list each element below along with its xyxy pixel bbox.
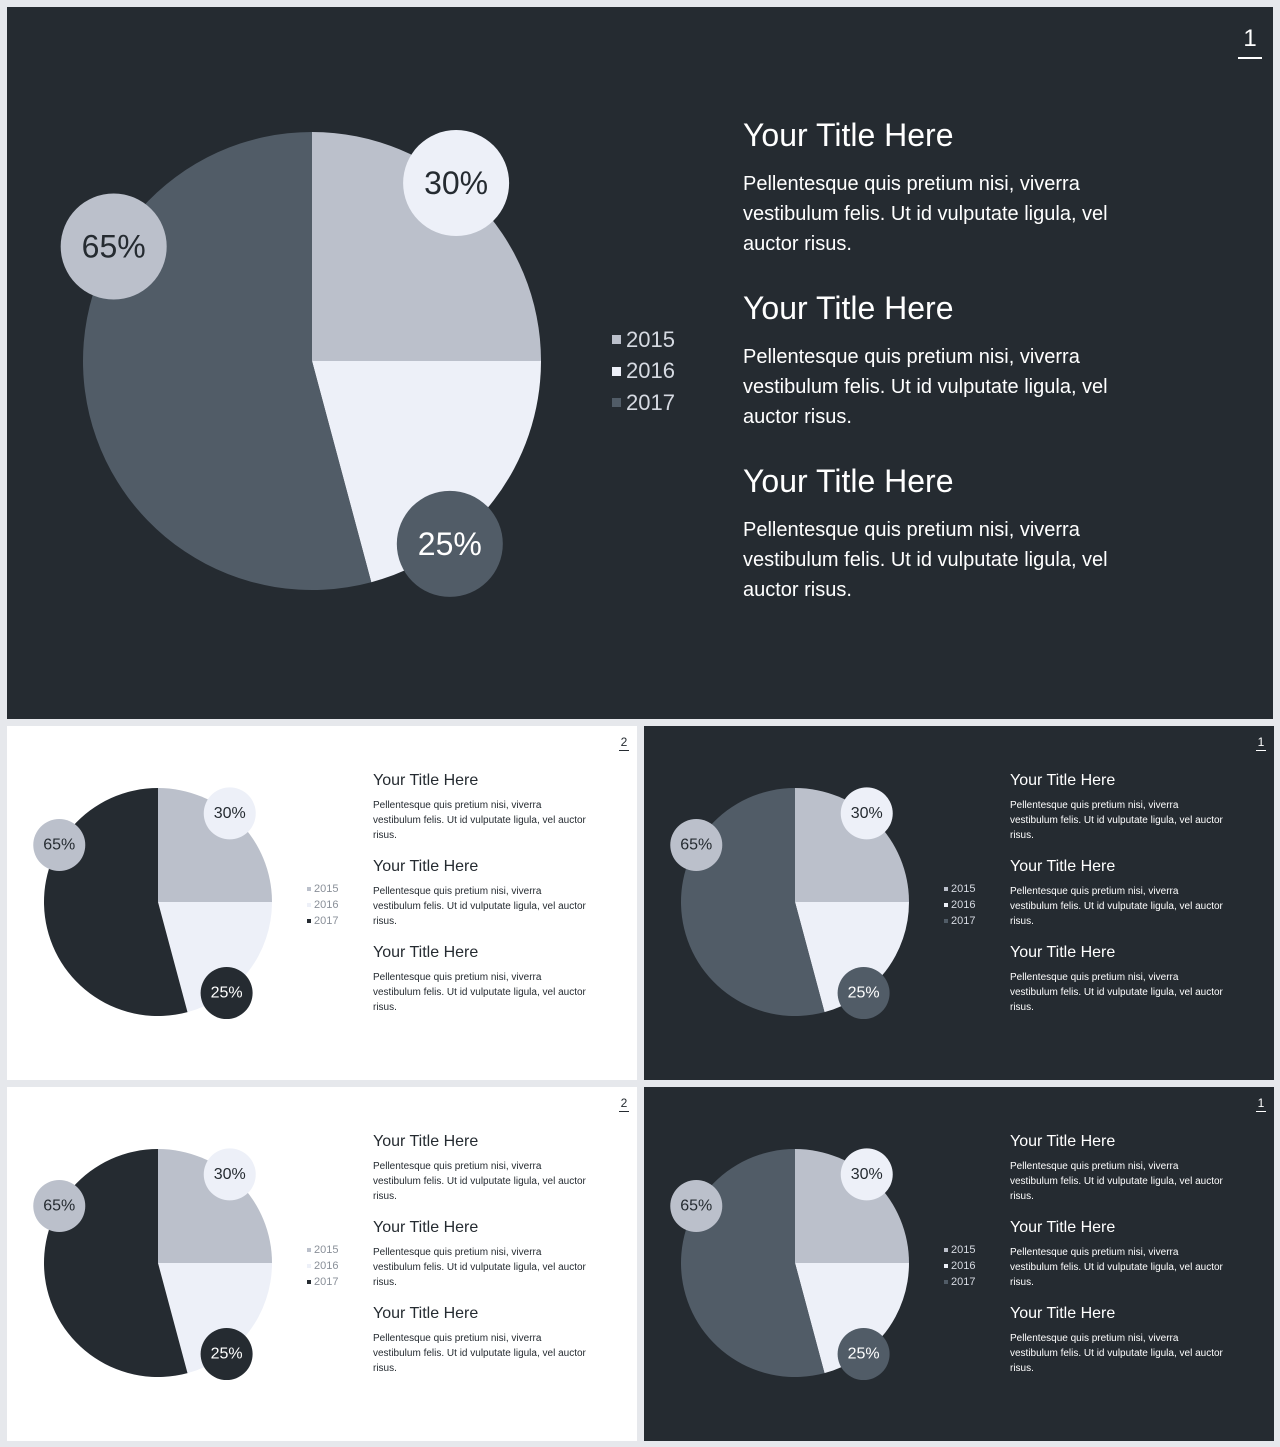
chart-legend xyxy=(307,881,338,929)
section-title: Your Title Here xyxy=(1010,944,1116,961)
legend-item-2015 xyxy=(944,1242,975,1258)
text-section xyxy=(743,290,1163,463)
legend-label-2015: 2015 xyxy=(314,1244,339,1256)
section-body: Pellentesque quis pretium nisi, viverra vestibulum felis. Ut id vulputate ligula, vel auctor risus. xyxy=(1010,886,1223,927)
value-label-2016: 25% xyxy=(210,1345,243,1363)
value-label-2017: 65% xyxy=(43,1197,76,1215)
section-title: Your Title Here xyxy=(373,944,479,961)
value-bubble-2017 xyxy=(670,1180,722,1232)
chart-legend xyxy=(944,881,975,929)
value-label-2017: 65% xyxy=(43,836,76,854)
text-section xyxy=(1010,944,1225,1030)
legend-swatch-2015 xyxy=(307,887,311,891)
slide-number xyxy=(1238,25,1262,59)
legend-swatch-2017 xyxy=(307,919,311,923)
legend-swatch-2015 xyxy=(944,1248,948,1252)
chart-legend xyxy=(612,324,675,419)
value-label-2015: 30% xyxy=(424,165,489,202)
slide-number-underline xyxy=(1256,1111,1266,1112)
legend-item-2017 xyxy=(612,387,675,419)
text-section xyxy=(1010,858,1225,944)
text-block xyxy=(743,117,1163,636)
section-body: Pellentesque quis pretium nisi, viverra vestibulum felis. Ut id vulputate ligula, vel auctor risus. xyxy=(1010,1333,1223,1374)
section-title: Your Title Here xyxy=(1010,1219,1116,1236)
value-label-2017: 65% xyxy=(680,836,713,854)
value-label-2016: 25% xyxy=(210,984,243,1002)
value-label-2015: 30% xyxy=(213,1165,246,1183)
legend-label-2016: 2016 xyxy=(314,1260,339,1272)
value-bubble-2017 xyxy=(33,1180,85,1232)
legend-item-2016 xyxy=(307,897,338,913)
legend-swatch-2017 xyxy=(944,919,948,923)
section-body: Pellentesque quis pretium nisi, viverra vestibulum felis. Ut id vulputate ligula, vel auctor risus. xyxy=(373,800,586,841)
section-title: Your Title Here xyxy=(1010,1133,1116,1150)
legend-item-2017 xyxy=(944,913,975,929)
section-title: Your Title Here xyxy=(743,463,954,499)
text-section xyxy=(1010,1219,1225,1305)
section-title: Your Title Here xyxy=(373,1219,479,1236)
legend-label-2017: 2017 xyxy=(626,389,675,415)
legend-item-2015 xyxy=(307,1242,338,1258)
value-bubble-2017 xyxy=(670,819,722,871)
value-bubble-2015 xyxy=(841,1148,893,1200)
section-title: Your Title Here xyxy=(373,1305,479,1322)
slide-number-text: 1 xyxy=(1257,735,1265,749)
text-block xyxy=(1010,772,1225,1030)
text-section xyxy=(373,944,588,1030)
slide-number-underline xyxy=(619,750,629,751)
slide-thumbnail-dark[interactable] xyxy=(644,1087,1274,1441)
slide-number xyxy=(619,735,629,751)
slide-thumbnail-light[interactable] xyxy=(7,1087,637,1441)
section-body: Pellentesque quis pretium nisi, viverra vestibulum felis. Ut id vulputate ligula, vel auctor risus. xyxy=(373,886,586,927)
legend-label-2015: 2015 xyxy=(314,883,339,895)
slide-thumbnail-light[interactable] xyxy=(7,726,637,1080)
slide-number-text: 2 xyxy=(620,735,628,749)
legend-label-2017: 2017 xyxy=(314,1276,339,1288)
legend-swatch-2017 xyxy=(612,398,621,407)
pie-chart xyxy=(7,1087,307,1441)
value-bubble-2015 xyxy=(841,787,893,839)
value-label-2017: 65% xyxy=(81,228,146,265)
legend-swatch-2016 xyxy=(307,1264,311,1268)
slide-number xyxy=(619,1096,629,1112)
slide-number-text: 1 xyxy=(1257,1096,1265,1110)
section-title: Your Title Here xyxy=(373,1133,479,1150)
value-label-2016: 25% xyxy=(847,984,880,1002)
legend-label-2017: 2017 xyxy=(951,1276,976,1288)
value-label-2015: 30% xyxy=(850,1165,883,1183)
section-body: Pellentesque quis pretium nisi, viverra vestibulum felis. Ut id vulputate ligula, vel auctor risus. xyxy=(1010,1161,1223,1202)
section-body: Pellentesque quis pretium nisi, viverra vestibulum felis. Ut id vulputate ligula, vel auctor risus. xyxy=(1010,972,1223,1013)
value-label-2016: 25% xyxy=(847,1345,880,1363)
pie-chart xyxy=(7,7,627,719)
value-label-2016: 25% xyxy=(417,525,482,562)
legend-label-2016: 2016 xyxy=(626,358,675,384)
legend-label-2015: 2015 xyxy=(626,326,675,352)
text-section xyxy=(373,858,588,944)
legend-swatch-2015 xyxy=(944,887,948,891)
slide-number-text: 1 xyxy=(1243,25,1257,52)
value-bubble-2016 xyxy=(838,967,890,1019)
legend-item-2017 xyxy=(307,1274,338,1290)
legend-swatch-2016 xyxy=(612,367,621,376)
legend-item-2016 xyxy=(307,1258,338,1274)
section-body: Pellentesque quis pretium nisi, viverra vestibulum felis. Ut id vulputate ligula, vel auctor risus. xyxy=(373,972,586,1013)
legend-swatch-2015 xyxy=(612,335,621,344)
section-body: Pellentesque quis pretium nisi, viverra vestibulum felis. Ut id vulputate ligula, vel auctor risus. xyxy=(373,1161,586,1202)
section-body: Pellentesque quis pretium nisi, viverra vestibulum felis. Ut id vulputate ligula, vel auctor risus. xyxy=(1010,800,1223,841)
legend-label-2016: 2016 xyxy=(314,899,339,911)
slide-number-underline xyxy=(619,1111,629,1112)
value-bubble-2017 xyxy=(61,194,167,300)
value-bubble-2015 xyxy=(204,787,256,839)
slide-main[interactable] xyxy=(7,7,1273,719)
legend-swatch-2016 xyxy=(307,903,311,907)
pie-chart xyxy=(7,726,307,1080)
legend-swatch-2016 xyxy=(944,903,948,907)
text-section xyxy=(1010,772,1225,858)
legend-item-2016 xyxy=(612,356,675,388)
section-body: Pellentesque quis pretium nisi, viverra vestibulum felis. Ut id vulputate ligula, vel auctor risus. xyxy=(743,173,1108,255)
legend-item-2015 xyxy=(307,881,338,897)
legend-swatch-2016 xyxy=(944,1264,948,1268)
slide-number-underline xyxy=(1256,750,1266,751)
chart-legend xyxy=(307,1242,338,1290)
legend-item-2016 xyxy=(944,897,975,913)
legend-label-2016: 2016 xyxy=(951,1260,976,1272)
slide-number xyxy=(1256,1096,1266,1112)
legend-item-2017 xyxy=(307,913,338,929)
legend-item-2016 xyxy=(944,1258,975,1274)
chart-legend xyxy=(944,1242,975,1290)
section-title: Your Title Here xyxy=(373,858,479,875)
value-bubble-2015 xyxy=(204,1148,256,1200)
value-bubble-2016 xyxy=(838,1328,890,1380)
legend-label-2017: 2017 xyxy=(314,915,339,927)
section-body: Pellentesque quis pretium nisi, viverra vestibulum felis. Ut id vulputate ligula, vel auctor risus. xyxy=(373,1333,586,1374)
value-bubble-2016 xyxy=(397,491,503,597)
text-section xyxy=(373,1133,588,1219)
section-title: Your Title Here xyxy=(743,290,954,326)
section-body: Pellentesque quis pretium nisi, viverra vestibulum felis. Ut id vulputate ligula, vel auctor risus. xyxy=(743,346,1108,428)
section-body: Pellentesque quis pretium nisi, viverra vestibulum felis. Ut id vulputate ligula, vel auctor risus. xyxy=(743,519,1108,601)
legend-swatch-2015 xyxy=(307,1248,311,1252)
section-body: Pellentesque quis pretium nisi, viverra vestibulum felis. Ut id vulputate ligula, vel auctor risus. xyxy=(1010,1247,1223,1288)
value-bubble-2016 xyxy=(201,967,253,1019)
legend-item-2017 xyxy=(944,1274,975,1290)
section-title: Your Title Here xyxy=(373,772,479,789)
legend-item-2015 xyxy=(944,881,975,897)
section-title: Your Title Here xyxy=(1010,858,1116,875)
slide-number-underline xyxy=(1238,57,1262,59)
text-section xyxy=(373,1219,588,1305)
value-bubble-2015 xyxy=(403,130,509,236)
text-section xyxy=(1010,1133,1225,1219)
text-block xyxy=(373,1133,588,1391)
pie-chart xyxy=(644,726,944,1080)
value-bubble-2016 xyxy=(201,1328,253,1380)
section-title: Your Title Here xyxy=(1010,1305,1116,1322)
text-section xyxy=(743,117,1163,290)
legend-item-2015 xyxy=(612,324,675,356)
section-title: Your Title Here xyxy=(743,117,954,153)
text-section xyxy=(743,463,1163,636)
legend-label-2015: 2015 xyxy=(951,883,976,895)
slide-number xyxy=(1256,735,1266,751)
text-section xyxy=(373,772,588,858)
text-section xyxy=(373,1305,588,1391)
legend-swatch-2017 xyxy=(944,1280,948,1284)
pie-chart xyxy=(644,1087,944,1441)
section-title: Your Title Here xyxy=(1010,772,1116,789)
text-block xyxy=(373,772,588,1030)
slide-thumbnail-dark[interactable] xyxy=(644,726,1274,1080)
section-body: Pellentesque quis pretium nisi, viverra vestibulum felis. Ut id vulputate ligula, vel auctor risus. xyxy=(373,1247,586,1288)
legend-label-2015: 2015 xyxy=(951,1244,976,1256)
legend-swatch-2017 xyxy=(307,1280,311,1284)
legend-label-2016: 2016 xyxy=(951,899,976,911)
slide-number-text: 2 xyxy=(620,1096,628,1110)
value-label-2017: 65% xyxy=(680,1197,713,1215)
value-bubble-2017 xyxy=(33,819,85,871)
text-section xyxy=(1010,1305,1225,1391)
value-label-2015: 30% xyxy=(213,804,246,822)
text-block xyxy=(1010,1133,1225,1391)
legend-label-2017: 2017 xyxy=(951,915,976,927)
value-label-2015: 30% xyxy=(850,804,883,822)
